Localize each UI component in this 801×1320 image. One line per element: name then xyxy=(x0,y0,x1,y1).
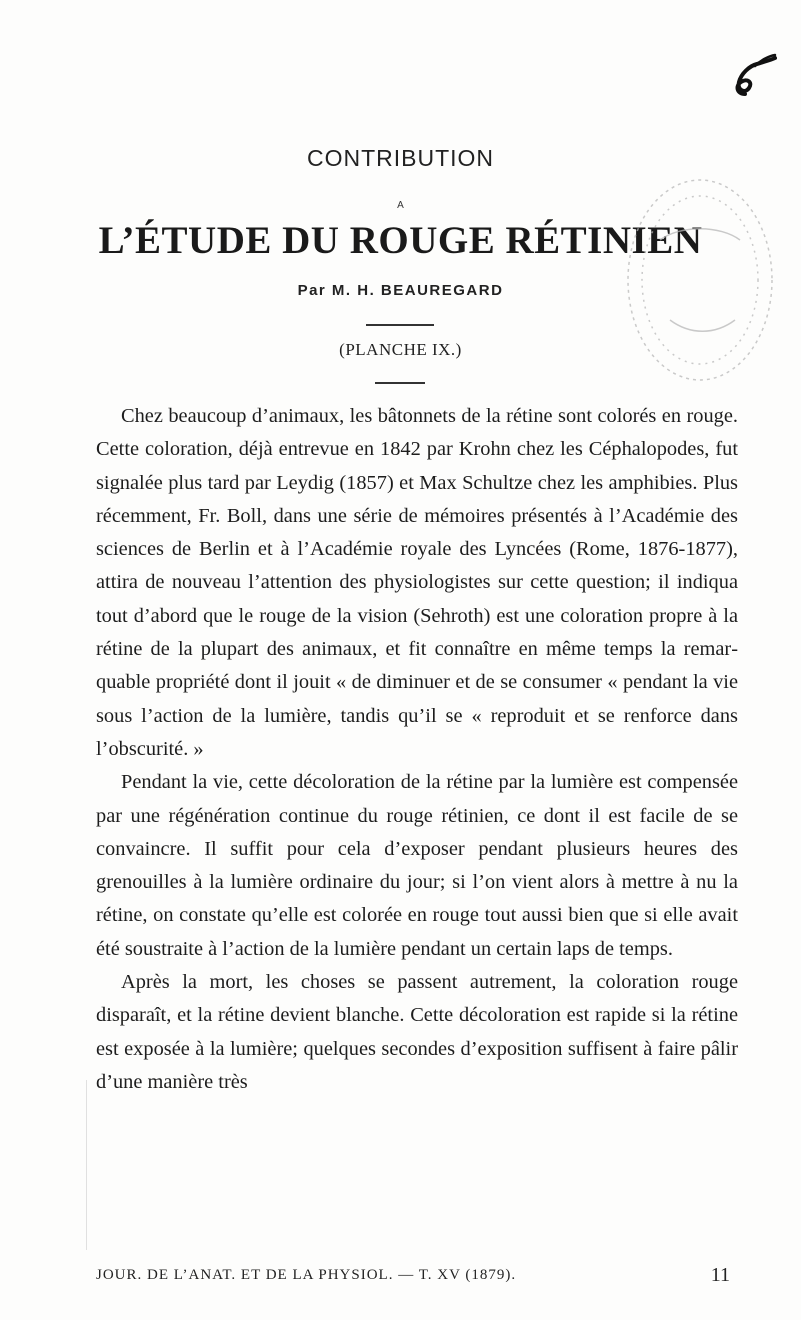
paragraph: Après la mort, les choses se passent autrement, la coloration rouge disparaît, et la rétine devient blanche. Cette décoloration est rapide si la rétine est exposée à la lumière; quelques secondes d’exposition suffisent à faire pâlir d’une manière très xyxy=(96,971,738,1093)
article-body xyxy=(96,400,738,1099)
article-title: L’ÉTUDE DU ROUGE RÉTINIEN xyxy=(98,219,703,262)
journal-citation: JOUR. DE L’ANAT. ET DE LA PHYSIOL. — T. XV (1879). xyxy=(96,1267,517,1283)
ink-flourish-mark xyxy=(727,52,777,102)
page-footer xyxy=(96,1264,738,1286)
divider-rule xyxy=(366,324,434,326)
header-preposition: A xyxy=(397,200,404,211)
library-stamp-watermark xyxy=(620,170,780,400)
header-contribution: CONTRIBUTION xyxy=(306,145,495,171)
page-edge-shadow xyxy=(86,1080,87,1250)
page-number: 11 xyxy=(710,1264,730,1286)
paragraph: Pendant la vie, cette décoloration de la rétine par la lumière est compensée par une régénération continue du rouge rétinien, ce dont il est facile de se convaincre. Il suffit pour cela d’exposer pendant plusieurs heures des grenouilles à la lumière ordinaire du jour; si l’on vient alors à mettre à nu la rétine, on constate qu’elle est colorée en rouge tout aussi bien que si elle avait été soustraite à l’action de la lumière pendant un certain laps de temps. xyxy=(96,771,738,960)
plate-reference: (PLANCHE IX.) xyxy=(339,340,462,359)
paragraph: Chez beaucoup d’animaux, les bâtonnets de la rétine sont colorés en rouge. Cette coloration, déjà entrevue en 1842 par Krohn chez les Céphalopodes, fut signalée plus tard par Leydig (1857) et Max Schultze chez les amphibies. Plus récemment, Fr. Boll, dans une série de mémoires présentés à l’Académie des sciences de Berlin et à l’Académie royale des Lyncées (Rome, 1876-1877), attira de nouveau l’attention des physiologistes sur cette question; il indiqua tout d’abord que le rouge de la vision (Sehroth) est une coloration propre à la rétine de la plupart des animaux, et fit connaître en même temps la remarquable propriété dont il jouit « de diminuer et de se consumer « pendant la vie sous l’action de la lumière, tandis qu’il se « reproduit et se renforce dans l’obscurité. » xyxy=(96,405,738,760)
divider-rule xyxy=(375,382,425,384)
author-line: Par M. H. BEAUREGARD xyxy=(297,282,504,299)
